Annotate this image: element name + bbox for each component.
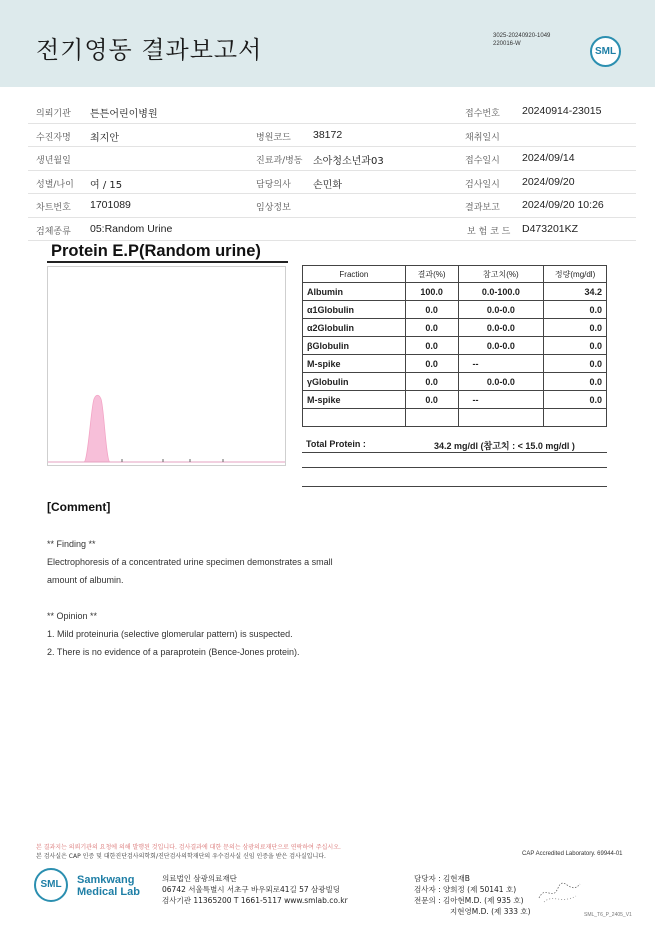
form-version: SML_T6_P_2405_V1	[584, 912, 632, 918]
institution-label: 의뢰기관	[36, 109, 71, 119]
opinion-item: 2. There is no evidence of a paraprotein (Bence-Jones protein).	[47, 647, 300, 657]
insurance-code-label: 보 험 코 드	[467, 226, 511, 237]
test-date-label: 검사일시	[465, 179, 500, 190]
info-row	[28, 124, 636, 148]
ref-cell: 0.0-100.0	[458, 283, 544, 301]
ep-title: Protein E.P(Random urine)	[51, 242, 261, 260]
ref-cell: 0.0-0.0	[458, 301, 544, 319]
table-header-row	[303, 266, 607, 283]
sml-logo: SML	[590, 36, 621, 67]
densitogram-svg	[48, 267, 285, 465]
info-row	[28, 218, 636, 242]
receipt-date-label: 접수일시	[465, 156, 500, 166]
report-header	[0, 0, 655, 87]
info-row	[28, 171, 636, 195]
report-code-line2: 220016-W	[493, 41, 521, 47]
quant-cell: 0.0	[544, 355, 607, 373]
total-protein-label: Total Protein :	[306, 439, 366, 449]
table-row	[303, 301, 607, 319]
fraction-cell: M-spike	[303, 391, 406, 409]
table-row	[303, 391, 607, 409]
table-row	[303, 283, 607, 301]
clinical-info-label: 임상정보	[256, 203, 291, 213]
albumin-peak	[84, 395, 110, 462]
result-cell: 0.0	[405, 337, 458, 355]
col-quant: 정량(mg/dl)	[544, 266, 607, 283]
footer-specialist: 전문의 : 김아현M.D. (제 935 호)	[414, 896, 524, 905]
info-row	[28, 147, 636, 171]
total-protein-value: 34.2 mg/dl (참고치 : < 15.0 mg/dl )	[434, 441, 575, 451]
sex-age-label: 성별/나이	[36, 179, 74, 190]
receipt-no-value: 20240914-23015	[522, 105, 602, 117]
ref-cell: 0.0-0.0	[458, 373, 544, 391]
signature-mark	[536, 876, 584, 906]
footer-sml-logo: SML	[34, 868, 68, 902]
finding-text: Electrophoresis of a concentrated urine specimen demonstrates a small	[47, 557, 333, 567]
quant-cell: 0.0	[544, 319, 607, 337]
doctor-value: 손민화	[313, 179, 342, 191]
fraction-table	[302, 265, 607, 427]
specimen-label: 검체종류	[36, 226, 71, 237]
patient-info	[28, 100, 636, 241]
fraction-cell: Albumin	[303, 283, 406, 301]
result-cell: 0.0	[405, 355, 458, 373]
result-cell: 0.0	[405, 391, 458, 409]
insurance-code-value: D473201KZ	[522, 222, 579, 235]
table-row	[303, 355, 607, 373]
footer-org: 의료법인 삼광의료재단	[162, 874, 237, 883]
patient-label: 수진자명	[36, 132, 71, 143]
opinion-item: 1. Mild proteinuria (selective glomerular pattern) is suspected.	[47, 629, 293, 639]
footer-notice: 본 결과지는 의뢰기관의 요청에 의해 발행된 것입니다. 검사결과에 대한 문의는 삼광의료재단으로 연락하여 주십시오.	[36, 844, 341, 851]
department-label: 진료과/병동	[256, 156, 303, 166]
comment-heading: [Comment]	[47, 500, 111, 514]
doctor-label: 담당의사	[256, 179, 291, 190]
hospital-code-label: 병원코드	[256, 132, 291, 143]
test-date-value: 2024/09/20	[522, 175, 575, 188]
quant-cell: 0.0	[544, 373, 607, 391]
footer-address: 06742 서울특별시 서초구 바우뫼로41길 57 삼광빌딩	[162, 885, 341, 894]
report-date-value: 2024/09/20 10:26	[522, 199, 604, 211]
department-value: 소아청소년과03	[313, 156, 384, 167]
report-title: 전기영동 결과보고서	[36, 36, 263, 64]
footer-manager: 담당자 : 김현재B	[414, 874, 470, 883]
col-fraction: Fraction	[303, 266, 406, 283]
col-result: 결과(%)	[405, 266, 458, 283]
result-cell: 0.0	[405, 319, 458, 337]
ref-cell: --	[458, 391, 544, 409]
info-row	[28, 100, 636, 124]
institution-value: 튼튼어린이병원	[90, 109, 158, 120]
electrophoresis-densitogram	[47, 266, 286, 466]
chart-no-label: 차트번호	[36, 203, 71, 213]
table-row	[303, 373, 607, 391]
result-cell: 0.0	[405, 301, 458, 319]
divider-line	[302, 486, 607, 487]
ep-title-underline	[47, 261, 288, 263]
fraction-cell: γGlobulin	[303, 373, 406, 391]
quant-cell: 0.0	[544, 391, 607, 409]
receipt-date-value: 2024/09/14	[522, 152, 575, 164]
sex-age-value: 여 / 15	[90, 179, 123, 191]
opinion-heading: ** Opinion **	[47, 611, 98, 621]
result-cell: 100.0	[405, 283, 458, 301]
receipt-no-label: 접수번호	[465, 109, 500, 119]
report-date-label: 결과보고	[465, 203, 500, 213]
table-row-empty	[303, 409, 607, 427]
ref-cell: 0.0-0.0	[458, 337, 544, 355]
hospital-code-value: 38172	[313, 128, 343, 141]
col-ref: 참고치(%)	[458, 266, 544, 283]
brand-line2: Medical Lab	[77, 886, 140, 898]
footer-specialist: 지현영M.D. (제 333 호)	[450, 907, 531, 916]
quant-cell: 34.2	[544, 283, 607, 301]
table-row	[303, 319, 607, 337]
fraction-cell: M-spike	[303, 355, 406, 373]
fraction-cell: βGlobulin	[303, 337, 406, 355]
footer-contact: 검사기관 11365200 T 1661-5117 www.smlab.co.kr	[162, 896, 348, 905]
fraction-cell: α2Globulin	[303, 319, 406, 337]
fraction-cell: α1Globulin	[303, 301, 406, 319]
footer-accreditation: 본 검사실은 CAP 인증 및 대한진단검사의학회/진단검사의학재단의 우수검사실 신임 인증을 받은 검사실입니다.	[36, 853, 326, 860]
finding-heading: ** Finding **	[47, 539, 96, 549]
quant-cell: 0.0	[544, 301, 607, 319]
finding-text: amount of albumin.	[47, 575, 124, 585]
specimen-value: 05:Random Urine	[90, 222, 173, 235]
patient-value: 최지안	[90, 132, 119, 144]
collection-date-label: 채취일시	[465, 132, 500, 143]
divider-line	[302, 467, 607, 468]
footer-tester: 검사자 : 양희정 (제 50141 호)	[414, 885, 517, 894]
report-code-line1: 3025-20240920-1049	[493, 33, 551, 39]
result-cell: 0.0	[405, 373, 458, 391]
info-row	[28, 194, 636, 218]
table-row	[303, 337, 607, 355]
quant-cell: 0.0	[544, 337, 607, 355]
chart-no-value: 1701089	[90, 199, 131, 211]
dob-label: 생년월일	[36, 156, 71, 166]
brand-line1: Samkwang	[77, 874, 135, 886]
cap-accreditation: CAP Accredited Laboratory. 69944-01	[522, 851, 623, 857]
total-protein	[302, 436, 607, 453]
ref-cell: 0.0-0.0	[458, 319, 544, 337]
ref-cell: --	[458, 355, 544, 373]
